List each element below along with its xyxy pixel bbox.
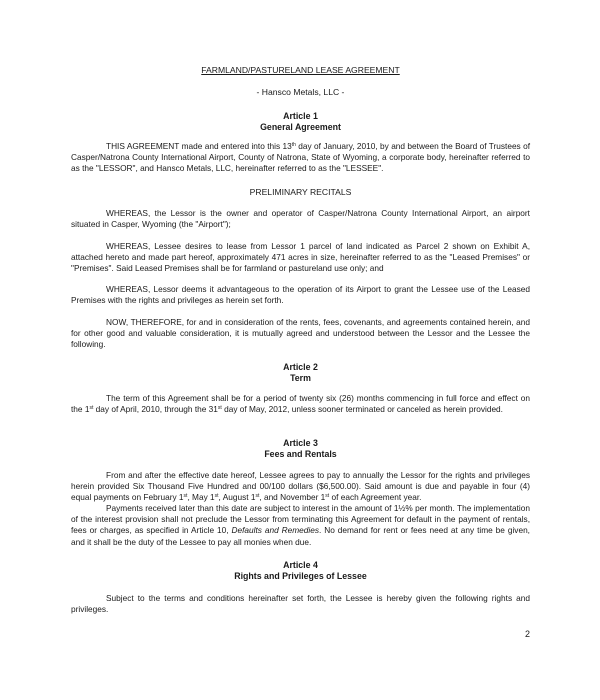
article-4-number: Article 4	[283, 560, 318, 570]
article-3-heading: Fees and Rentals	[264, 449, 337, 459]
article-3-number: Article 3	[283, 438, 318, 448]
article-2-heading: Term	[290, 373, 311, 383]
article-4-heading: Rights and Privileges of Lessee	[234, 571, 367, 581]
article-4-paragraph: Subject to the terms and conditions hereinafter set forth, the Lessee is hereby given the following rights and privileges.	[71, 593, 530, 615]
recital-paragraph-3: WHEREAS, Lessor deems it advantageous to the operation of its Airport to grant the Lessee use of the Leased Premises with the rights and privileges as herein set forth.	[71, 284, 530, 306]
recital-paragraph-1: WHEREAS, the Lessor is the owner and operator of Casper/Natrona County International Airport, an airport situated in Casper, Wyoming (the "Airport");	[71, 208, 530, 230]
article-1-heading: General Agreement	[260, 122, 341, 132]
article-1-paragraph: THIS AGREEMENT made and entered into this 13th day of January, 2010, by and between the Board of Trustees of Casper/Natrona County International Airport, County of Natrona, State of Wyoming, a corporate body, hereinafter referred to as the "LESSOR", and Hansco Metals, LLC, hereinafter referred to as the "LESSEE".	[71, 141, 530, 174]
recitals-heading: PRELIMINARY RECITALS	[249, 187, 352, 197]
article-1-number: Article 1	[283, 111, 318, 121]
page-number: 2	[524, 629, 530, 639]
document-page	[71, 0, 530, 700]
article-3-paragraph-2: Payments received later than this date are subject to interest in the amount of 1½% per month. The implementation of the interest provision shall not preclude the Lessor from terminating this Agreement for default in the payment of rentals, fees or charges, as specified in Article 10, Defaults and Remedies. No demand for rent or fees need at any time be given, and it shall be the duty of the Lessee to pay all monies when due.	[71, 503, 530, 547]
party-name: - Hansco Metals, LLC -	[256, 87, 345, 97]
article-2-paragraph: The term of this Agreement shall be for a period of twenty six (26) months commencing in full force and effect on the 1st day of April, 2010, through the 31st day of May, 2012, unless sooner terminated or canceled as herein provided.	[71, 393, 530, 415]
article-3-paragraph-1: From and after the effective date hereof, Lessee agrees to pay to annually the Lessor for the rights and privileges herein provided Six Thousand Five Hundred and 00/100 dollars ($6,500.00). Said amount is due and payable in four (4) equal payments on February 1st, May 1st, August 1st, and November 1st of each Agreement year.	[71, 470, 530, 503]
recital-paragraph-2: WHEREAS, Lessee desires to lease from Lessor 1 parcel of land indicated as Parcel 2 shown on Exhibit A, attached hereto and made part hereof, approximately 471 acres in size, hereinafter referred to as the "Leased Premises" or "Premises". Said Leased Premises shall be for farmland or pastureland use only; and	[71, 241, 530, 274]
document-title: FARMLAND/PASTURELAND LEASE AGREEMENT	[201, 65, 400, 75]
recital-paragraph-4: NOW, THEREFORE, for and in consideration of the rents, fees, covenants, and agreements contained herein, and for other good and valuable consideration, it is mutually agreed and understood between the Lessor and the Lessee the following.	[71, 317, 530, 350]
article-2-number: Article 2	[283, 362, 318, 372]
